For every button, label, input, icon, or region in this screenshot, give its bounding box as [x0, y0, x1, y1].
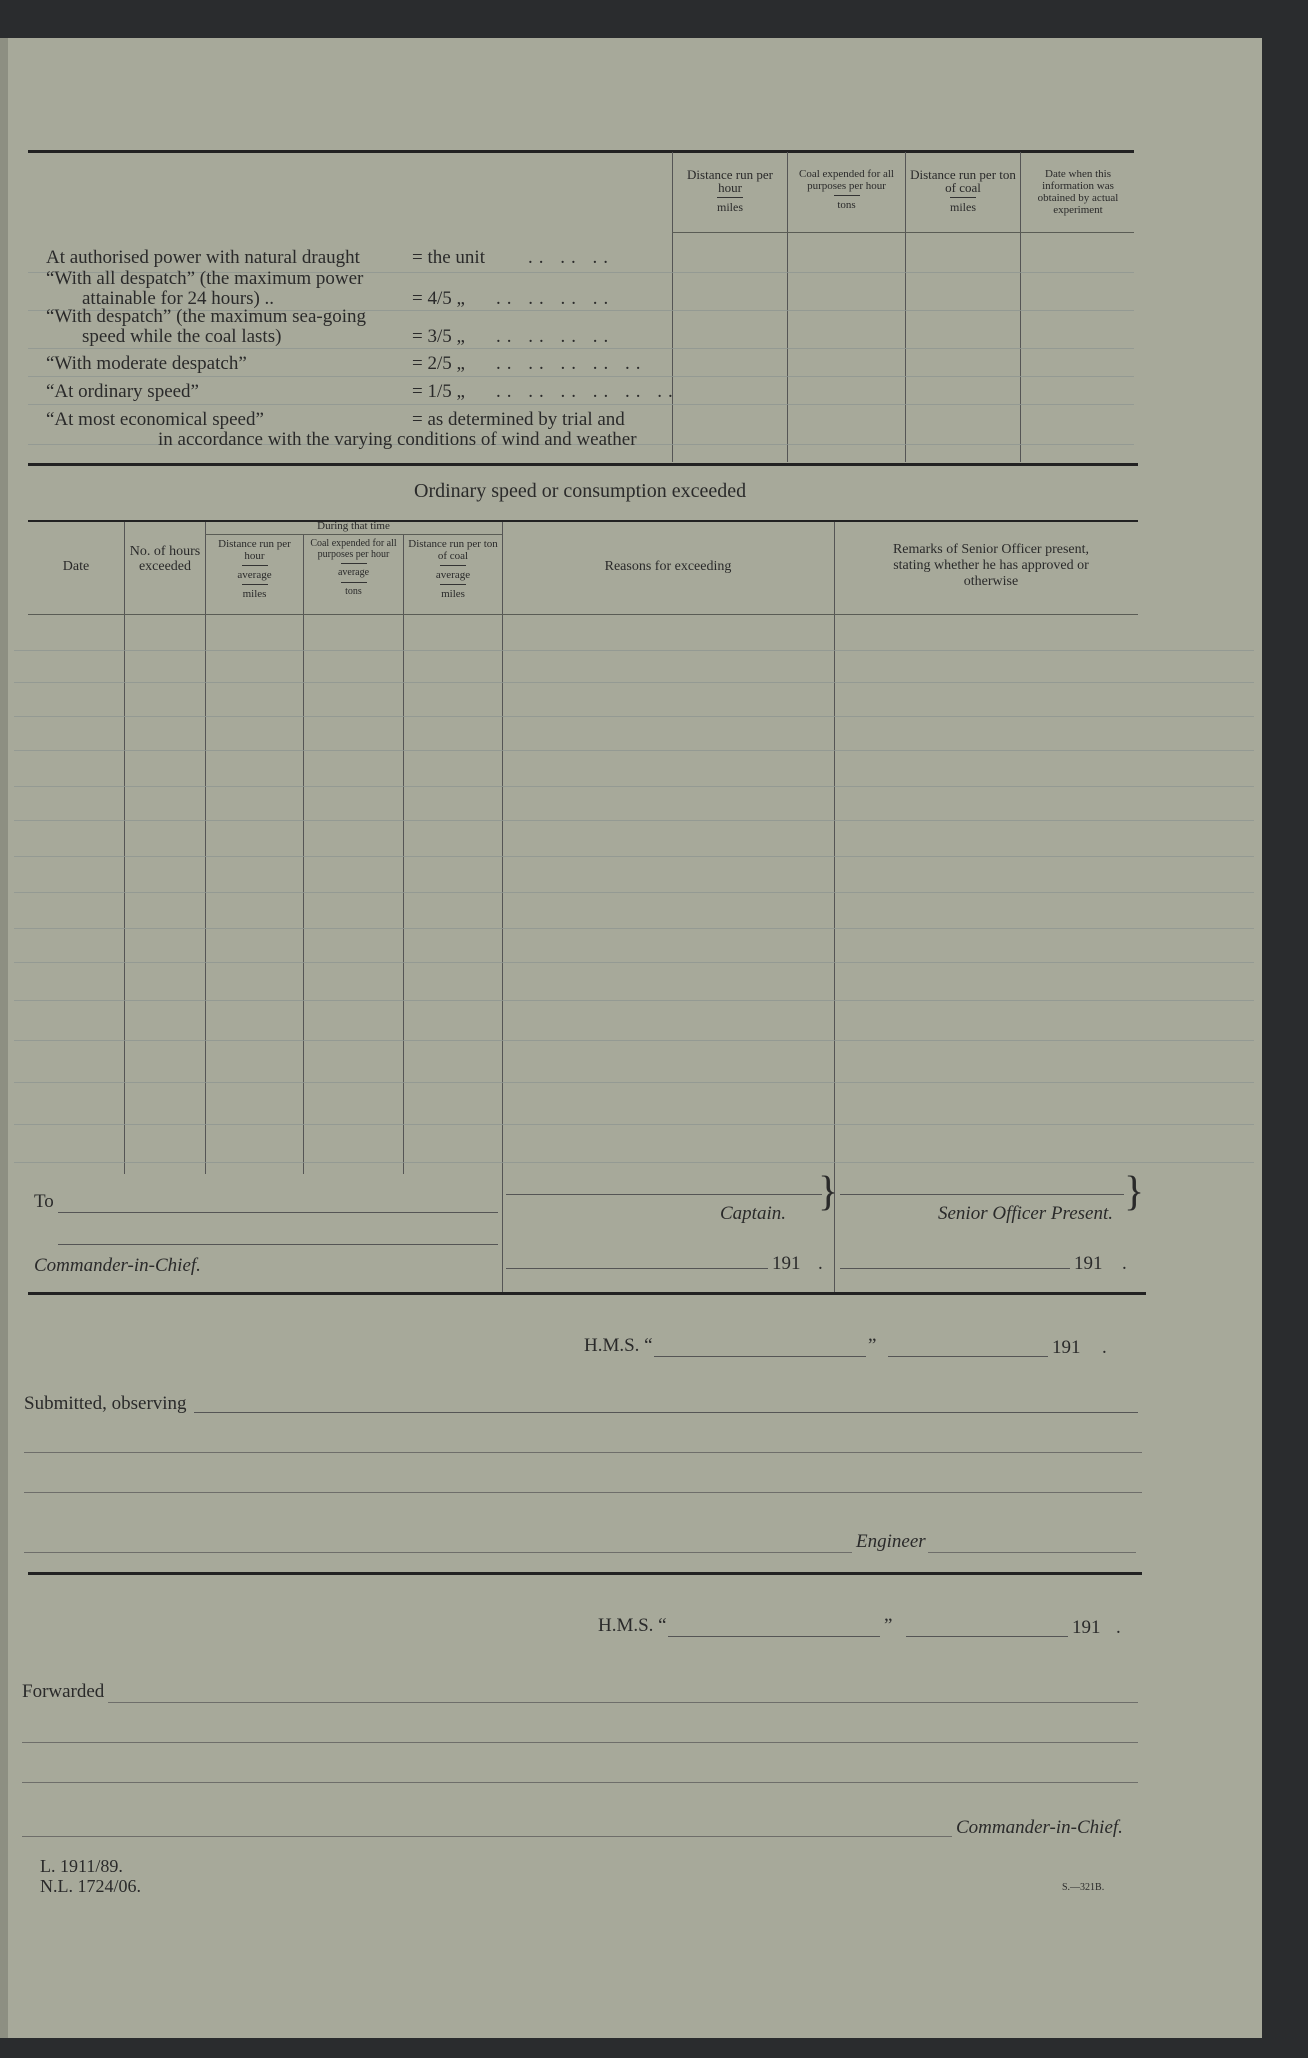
hms-label: H.M.S. “: [584, 1335, 653, 1356]
header-distance-per-ton: Distance run per ton of coal average miles: [408, 538, 498, 600]
to-field[interactable]: [58, 1212, 498, 1213]
observations-line[interactable]: [24, 1452, 1142, 1453]
header-coal-per-hour: Coal expended for all purposes per hour tons: [799, 168, 894, 211]
col-divider: [1020, 152, 1021, 462]
speed-row-label: “With all despatch” (the maximum power: [46, 268, 364, 289]
header-underline: [672, 232, 1134, 233]
section-rule: [28, 463, 1138, 466]
hms-label: H.M.S. “: [598, 1615, 667, 1636]
reference-number: L. 1911/89.: [40, 1856, 123, 1876]
header-hours-exceeded: No. of hours exceeded: [129, 544, 201, 574]
header-distance-per-hour: Distance run per hour miles: [687, 167, 773, 214]
brace: }: [1124, 1169, 1145, 1215]
speed-row-label-cont: attainable for 24 hours) ..: [82, 288, 275, 309]
to-label: To: [34, 1191, 54, 1212]
speed-row-factor: = 2/5 „: [412, 353, 465, 374]
col-divider: [403, 534, 404, 1174]
col-divider: [672, 152, 673, 462]
year: 191: [1072, 1617, 1101, 1638]
exceeded-top-rule: [28, 520, 1138, 522]
observations-line[interactable]: [24, 1552, 852, 1553]
close-quote: ”: [868, 1335, 877, 1356]
col-divider: [787, 152, 788, 462]
remarks-line[interactable]: [22, 1836, 952, 1837]
leader-dots: .. .. .. .. .. ..: [496, 381, 679, 402]
period: .: [1122, 1253, 1127, 1274]
header-date: Date: [62, 559, 90, 574]
section-rule: [28, 1292, 1146, 1295]
to-field-line2[interactable]: [58, 1244, 498, 1245]
ship-name-field[interactable]: [668, 1636, 880, 1637]
header-remarks: Remarks of Senior Officer present, stating whether he has approved or otherwise: [892, 542, 1090, 589]
col-divider: [124, 522, 125, 1174]
header-reasons: Reasons for exceeding: [604, 559, 732, 574]
senior-year: 191: [1074, 1253, 1103, 1274]
reference-number: N.L. 1724/06.: [40, 1876, 141, 1896]
leader-dots: .. .. .. ..: [496, 326, 615, 347]
ship-name-field[interactable]: [654, 1356, 866, 1357]
captain-date-field[interactable]: [506, 1268, 768, 1269]
header-underline: [28, 614, 1138, 615]
remarks-line[interactable]: [22, 1742, 1138, 1743]
col-divider: [502, 522, 503, 1292]
cinc-label: Commander-in-Chief.: [34, 1255, 201, 1276]
observations-line[interactable]: [24, 1492, 1142, 1493]
section-rule: [28, 1572, 1142, 1575]
header-distance-per-ton: Distance run per ton of coal miles: [910, 167, 1016, 214]
engineer-label: Engineer: [856, 1531, 926, 1552]
leader-dots: .. .. ..: [528, 247, 614, 268]
exceeded-title: Ordinary speed or consumption exceeded: [414, 480, 747, 502]
captain-year: 191: [772, 1253, 801, 1274]
remarks-line[interactable]: [22, 1782, 1138, 1783]
captain-signature-field[interactable]: [506, 1194, 822, 1195]
leader-dots: .. .. .. ..: [496, 288, 615, 309]
speed-row-label: “At most economical speed”: [46, 409, 264, 430]
period: .: [1102, 1337, 1107, 1358]
header-coal-per-hour: Coal expended for all purposes per hour average tons: [310, 538, 397, 597]
date-field[interactable]: [888, 1356, 1048, 1357]
senior-date-field[interactable]: [840, 1268, 1070, 1269]
speed-row-factor: = 4/5 „: [412, 288, 465, 309]
form-number: S.—321B.: [1062, 1882, 1105, 1893]
header-during: During that time: [317, 520, 390, 532]
captain-label: Captain.: [720, 1203, 786, 1224]
col-divider: [303, 534, 304, 1174]
speed-row-factor: = the unit: [412, 247, 485, 268]
speed-row-label: “With despatch” (the maximum sea-going: [46, 306, 367, 327]
senior-signature-field[interactable]: [840, 1194, 1124, 1195]
speed-row-label: At authorised power with natural draught: [46, 247, 360, 268]
date-field[interactable]: [906, 1636, 1068, 1637]
forwarded-label: Forwarded: [22, 1681, 105, 1702]
speed-row-label-cont: speed while the coal lasts): [82, 326, 282, 347]
speed-row-label: “At ordinary speed”: [46, 381, 199, 402]
cinc-label: Commander-in-Chief.: [956, 1817, 1123, 1838]
header-distance-per-hour: Distance run per hour average miles: [218, 538, 291, 600]
period: .: [818, 1253, 823, 1274]
close-quote: ”: [884, 1615, 893, 1636]
speed-row-factor: = 3/5 „: [412, 326, 465, 347]
year: 191: [1052, 1337, 1081, 1358]
top-rule: [28, 150, 1134, 153]
remarks-line[interactable]: [108, 1702, 1138, 1703]
speed-row-label-cont: in accordance with the varying conditions of wind and weather: [158, 429, 637, 450]
header-experiment-date: Date when this information was obtained by actual experiment: [1037, 168, 1119, 216]
period: .: [1116, 1617, 1121, 1638]
engineer-signature-field[interactable]: [928, 1552, 1136, 1553]
speed-row-factor: = as determined by trial and: [412, 409, 625, 430]
during-underline: [205, 534, 502, 535]
speed-row-label: “With moderate despatch”: [46, 353, 247, 374]
col-divider: [905, 152, 906, 462]
brace: }: [818, 1169, 839, 1215]
leader-dots: .. .. .. .. ..: [496, 353, 647, 374]
col-divider: [205, 522, 206, 1174]
senior-officer-label: Senior Officer Present.: [938, 1203, 1114, 1224]
submitted-label: Submitted, observing: [24, 1393, 187, 1414]
observations-line[interactable]: [194, 1412, 1138, 1413]
speed-row-factor: = 1/5 „: [412, 381, 465, 402]
